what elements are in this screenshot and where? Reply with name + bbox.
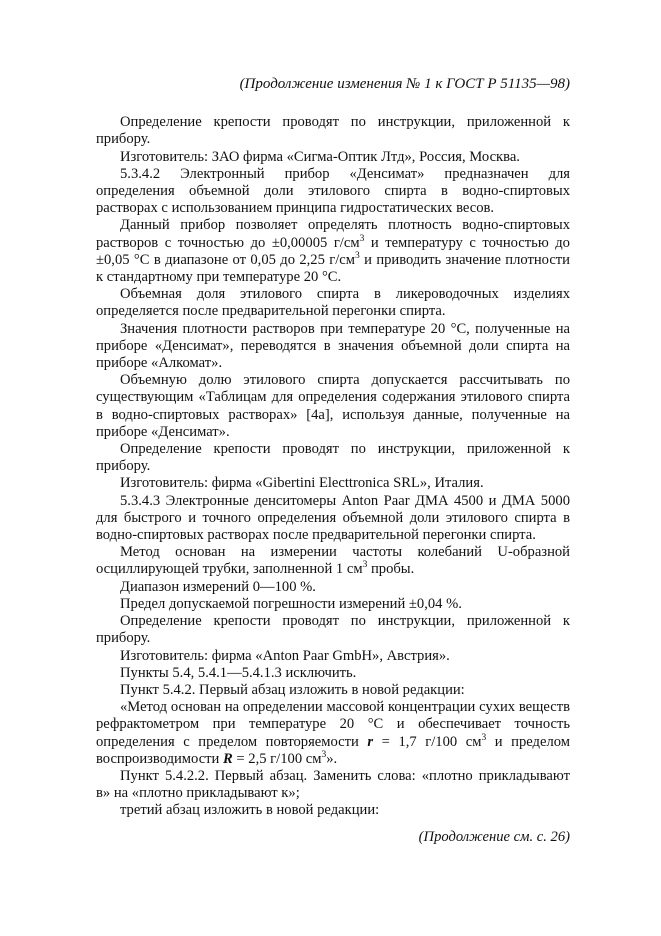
paragraph-9: Изготовитель: фирма «Gibertini Electtronica SRL», Италия.	[120, 475, 484, 492]
p18-text-c: и пределом воспроизводимости	[96, 733, 570, 767]
paragraph-6: Значения плотности растворов при температуре 20 °С, полученные на приборе «Денсимат», переводятся в значения объемной доли спирта на приборе «Алкомат».	[96, 320, 570, 372]
p11-text-b: пробы.	[367, 561, 415, 578]
paragraph-13: Предел допускаемой погрешности измерений ±0,04 %.	[120, 595, 462, 612]
p18-symbol-R: R	[223, 750, 233, 767]
document-page	[96, 76, 570, 846]
paragraph-1: Определение крепости проводят по инструкции, приложенной к прибору.	[96, 114, 570, 148]
paragraph-7: Объемную долю этилового спирта допускается рассчитывать по существующим «Таблицам для определения содержания этилового спирта в водно-спиртовых растворах» [4а], используя данные, полученные на приборе «Денсимат».	[96, 372, 570, 440]
p4-sup-a: 3	[359, 233, 365, 244]
p18-symbol-r: r	[367, 733, 374, 750]
p18-sup-d: 3	[321, 749, 327, 760]
paragraph-5: Объемная доля этилового спирта в ликероводочных изделиях определяется после предварительной перегонки спирта.	[96, 286, 570, 320]
p11-text-a: Метод основан на измерении частоты колебаний U-образной осциллирующей трубки, заполненной 1 см	[96, 544, 570, 578]
page-header: (Продолжение изменения № 1 к ГОСТ Р 51135—98)	[239, 76, 570, 92]
paragraph-11	[96, 544, 570, 578]
paragraph-3: 5.3.4.2 Электронный прибор «Денсимат» предназначен для определения объемной доли этилового спирта в водно-спиртовых растворах с использованием принципа гидростатических весов.	[96, 165, 570, 217]
paragraph-20: третий абзац изложить в новой редакции:	[120, 802, 380, 819]
paragraph-19: Пункт 5.4.2.2. Первый абзац. Заменить слова: «плотно прикладывают в» на «плотно прикладывают к»;	[96, 767, 570, 802]
p18-text-d: = 2,5 г/100 см	[232, 750, 322, 767]
p18-text-a: «Метод основан на определении массовой концентрации сухих веществ рефрактометром при температуре 20 °С и обеспечивает точность определения с пределом повторяемости	[96, 699, 570, 750]
p18-text-b: = 1,7 г/100 см	[373, 733, 482, 750]
paragraph-16: Пункты 5.4, 5.4.1—5.4.1.3 исключить.	[120, 664, 357, 681]
paragraph-17: Пункт 5.4.2. Первый абзац изложить в новой редакции:	[120, 681, 465, 698]
p18-text-e: ».	[326, 750, 338, 767]
paragraph-12: Диапазон измерений 0—100 %.	[120, 578, 316, 595]
p4-text-c: и приводить значение плотности к стандартному при температуре 20 °С.	[96, 251, 570, 286]
p4-text-b: и температуру с точностью до ±0,05 °С в диапазоне от 0,05 до 2,25 г/см	[96, 234, 570, 268]
paragraph-15: Изготовитель: фирма «Anton Paar GmbH», Австрия».	[120, 647, 450, 664]
p11-sup-a: 3	[362, 560, 368, 571]
paragraph-2: Изготовитель: ЗАО фирма «Сигма-Оптик Лтд», Россия, Москва.	[120, 148, 520, 165]
paragraph-4	[96, 217, 570, 286]
paragraph-18	[96, 699, 570, 768]
paragraph-8: Определение крепости проводят по инструкции, приложенной к прибору.	[96, 441, 570, 475]
paragraph-10: 5.3.4.3 Электронные денситомеры Anton Paar ДМА 4500 и ДМА 5000 для быстрого и точного определения объемной доли этилового спирта в водно-спиртовых растворах после предварительной перегонки спирта.	[96, 492, 570, 544]
p18-sup-b: 3	[481, 732, 487, 743]
page-footer: (Продолжение см. с. 26)	[418, 828, 570, 845]
p4-text-a: Данный прибор позволяет определять плотность водно-спиртовых растворов с точностью до ±0,00005 г/см	[96, 217, 570, 251]
p4-sup-b: 3	[355, 250, 360, 261]
paragraph-14: Определение крепости проводят по инструкции, приложенной к прибору.	[96, 613, 570, 647]
